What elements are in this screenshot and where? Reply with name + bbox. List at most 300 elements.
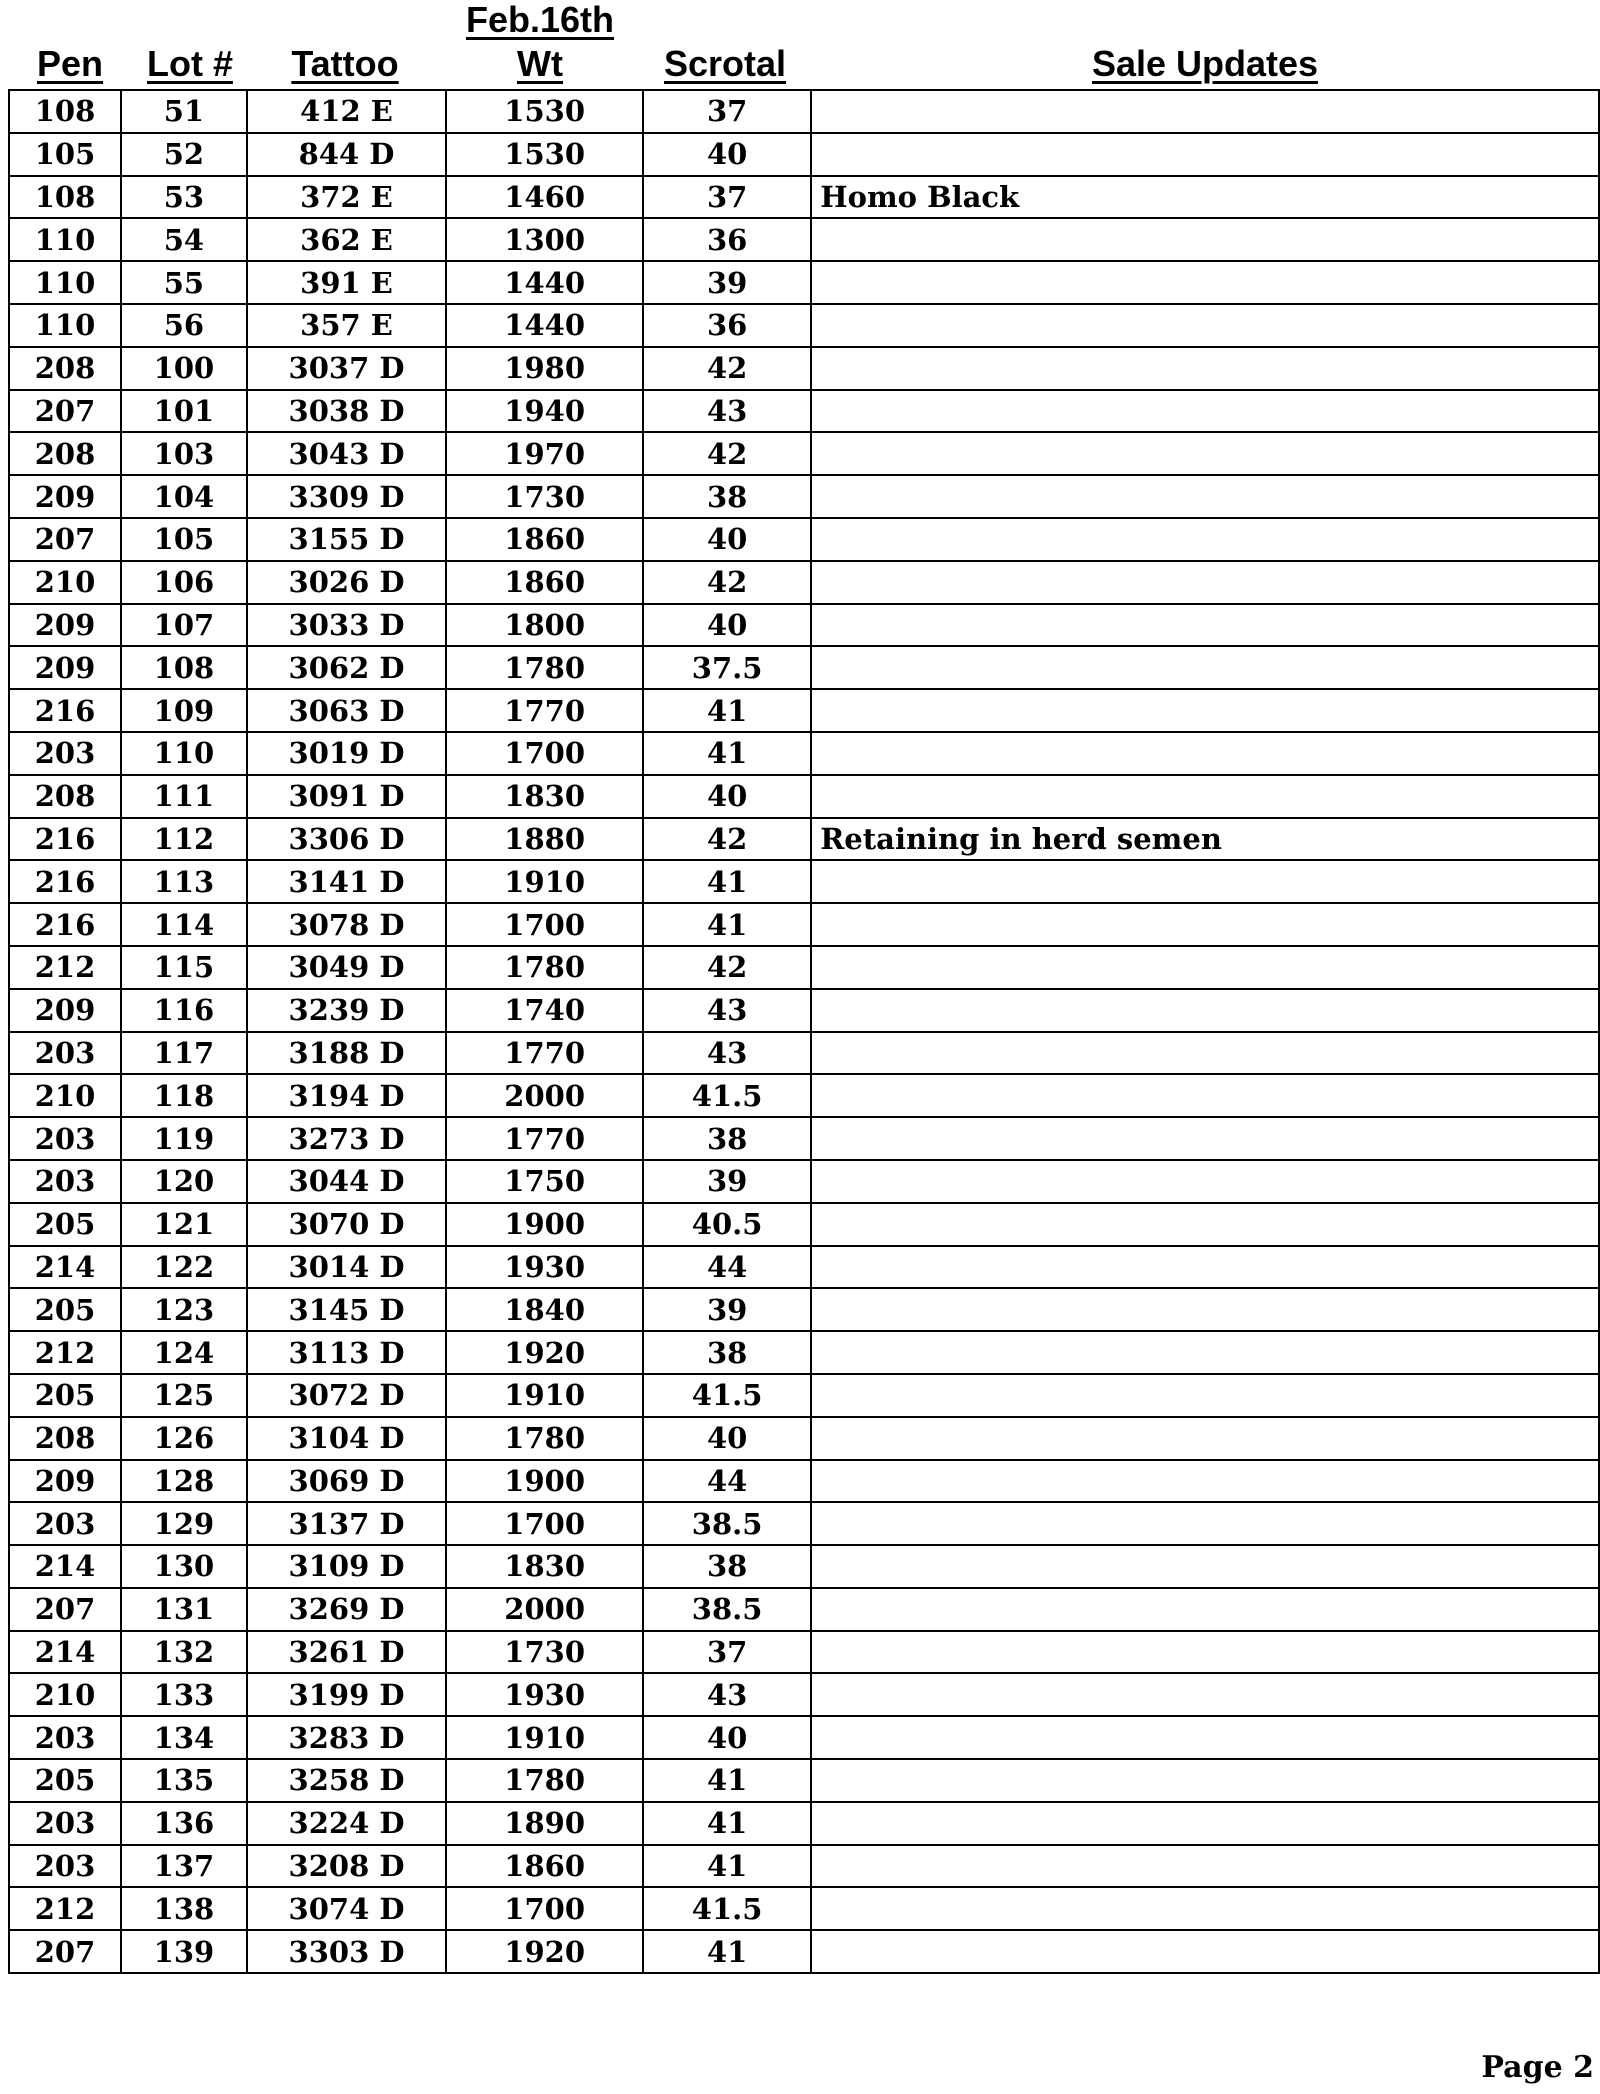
cell-scrotal: 41 [643,1802,811,1845]
cell-sale-update [811,518,1599,561]
cell-pen: 208 [9,432,121,475]
cell-tattoo: 372 E [247,176,446,219]
table-row [9,347,1599,390]
cell-sale-update [811,1160,1599,1203]
cell-tattoo: 3014 D [247,1246,446,1289]
table-row [9,1673,1599,1716]
cell-weight: 1970 [446,432,643,475]
cell-scrotal: 40 [643,604,811,647]
cell-lot: 137 [121,1845,247,1888]
cell-scrotal: 43 [643,1673,811,1716]
cell-lot: 124 [121,1331,247,1374]
cell-sale-update [811,561,1599,604]
cell-tattoo: 3224 D [247,1802,446,1845]
table-row [9,646,1599,689]
cell-lot: 134 [121,1716,247,1759]
table-row [9,1545,1599,1588]
cell-lot: 56 [121,304,247,347]
cell-pen: 108 [9,176,121,219]
cell-tattoo: 3261 D [247,1631,446,1674]
cell-tattoo: 3072 D [247,1374,446,1417]
cell-pen: 108 [9,90,121,133]
table-row [9,1203,1599,1246]
cell-sale-update [811,1588,1599,1631]
cell-weight: 1940 [446,390,643,433]
cell-lot: 120 [121,1160,247,1203]
cell-sale-update [811,218,1599,261]
cell-sale-update [811,1887,1599,1930]
cell-pen: 207 [9,1588,121,1631]
cell-tattoo: 3037 D [247,347,446,390]
cell-sale-update [811,390,1599,433]
cell-pen: 216 [9,818,121,861]
cell-pen: 205 [9,1288,121,1331]
cell-scrotal: 42 [643,946,811,989]
cell-weight: 1700 [446,1887,643,1930]
cell-pen: 209 [9,989,121,1032]
cell-sale-update [811,1759,1599,1802]
table-row [9,775,1599,818]
cell-scrotal: 37 [643,176,811,219]
cell-lot: 131 [121,1588,247,1631]
cell-scrotal: 40 [643,518,811,561]
cell-weight: 1780 [446,946,643,989]
cell-weight: 1700 [446,732,643,775]
cell-tattoo: 3155 D [247,518,446,561]
cell-scrotal: 41 [643,1759,811,1802]
cell-pen: 208 [9,1417,121,1460]
cell-lot: 107 [121,604,247,647]
cell-scrotal: 38 [643,1545,811,1588]
cell-sale-update [811,860,1599,903]
cell-tattoo: 3063 D [247,689,446,732]
cell-sale-update [811,1374,1599,1417]
cell-lot: 101 [121,390,247,433]
cell-scrotal: 41 [643,689,811,732]
cell-tattoo: 3109 D [247,1545,446,1588]
cell-sale-update: Retaining in herd semen [811,818,1599,861]
cell-sale-update [811,1288,1599,1331]
cell-tattoo: 3306 D [247,818,446,861]
cell-weight: 1910 [446,860,643,903]
header-sale-updates: Sale Updates [1091,43,1319,84]
cell-tattoo: 3044 D [247,1160,446,1203]
cell-pen: 208 [9,347,121,390]
cell-lot: 129 [121,1502,247,1545]
cell-lot: 55 [121,261,247,304]
cell-weight: 1860 [446,1845,643,1888]
cell-sale-update [811,1716,1599,1759]
cell-tattoo: 412 E [247,90,446,133]
cell-scrotal: 42 [643,561,811,604]
cell-tattoo: 3199 D [247,1673,446,1716]
cell-weight: 1880 [446,818,643,861]
cell-lot: 128 [121,1460,247,1503]
table-row [9,1288,1599,1331]
cell-scrotal: 36 [643,218,811,261]
cell-weight: 1440 [446,304,643,347]
cell-weight: 1530 [446,90,643,133]
cell-lot: 126 [121,1417,247,1460]
table-row [9,1460,1599,1503]
cell-tattoo: 3043 D [247,432,446,475]
cell-pen: 214 [9,1631,121,1674]
cell-tattoo: 357 E [247,304,446,347]
cell-lot: 103 [121,432,247,475]
cell-tattoo: 3033 D [247,604,446,647]
cell-weight: 1890 [446,1802,643,1845]
cell-weight: 1910 [446,1374,643,1417]
table-row [9,732,1599,775]
cell-scrotal: 41 [643,903,811,946]
cell-pen: 214 [9,1545,121,1588]
cell-weight: 1460 [446,176,643,219]
cell-pen: 203 [9,1117,121,1160]
cell-weight: 1780 [446,646,643,689]
cell-pen: 214 [9,1246,121,1289]
cell-weight: 1300 [446,218,643,261]
table-row [9,1588,1599,1631]
cell-weight: 1930 [446,1673,643,1716]
table-row [9,604,1599,647]
cell-pen: 205 [9,1203,121,1246]
cell-weight: 1830 [446,1545,643,1588]
cell-scrotal: 37 [643,90,811,133]
cell-scrotal: 38 [643,475,811,518]
cell-lot: 105 [121,518,247,561]
cell-lot: 138 [121,1887,247,1930]
table-row [9,1802,1599,1845]
cell-sale-update [811,946,1599,989]
cell-weight: 1920 [446,1331,643,1374]
cell-tattoo: 3019 D [247,732,446,775]
cell-tattoo: 3104 D [247,1417,446,1460]
cell-weight: 1840 [446,1288,643,1331]
cell-tattoo: 3188 D [247,1032,446,1075]
cell-weight: 1860 [446,561,643,604]
cell-lot: 54 [121,218,247,261]
cell-sale-update [811,689,1599,732]
cell-sale-update [811,1417,1599,1460]
header-scrotal: Scrotal [663,43,787,84]
cell-pen: 209 [9,646,121,689]
cell-pen: 205 [9,1759,121,1802]
cell-tattoo: 391 E [247,261,446,304]
table-row [9,903,1599,946]
cell-pen: 207 [9,518,121,561]
cell-tattoo: 3038 D [247,390,446,433]
cell-tattoo: 3303 D [247,1930,446,1973]
cell-tattoo: 3074 D [247,1887,446,1930]
cell-scrotal: 37.5 [643,646,811,689]
cell-scrotal: 41 [643,1930,811,1973]
cell-scrotal: 38 [643,1117,811,1160]
cell-tattoo: 3208 D [247,1845,446,1888]
cell-pen: 212 [9,1331,121,1374]
cell-scrotal: 44 [643,1246,811,1289]
table-row [9,860,1599,903]
cell-sale-update [811,1802,1599,1845]
table-row [9,432,1599,475]
cell-scrotal: 38.5 [643,1588,811,1631]
bull-sale-table [8,89,1600,1974]
table-row [9,1759,1599,1802]
cell-lot: 139 [121,1930,247,1973]
cell-pen: 203 [9,1502,121,1545]
cell-weight: 1860 [446,518,643,561]
cell-lot: 116 [121,989,247,1032]
cell-weight: 1780 [446,1417,643,1460]
cell-scrotal: 43 [643,989,811,1032]
table-row [9,261,1599,304]
table-row [9,176,1599,219]
cell-pen: 203 [9,1160,121,1203]
cell-weight: 1730 [446,475,643,518]
table-row [9,946,1599,989]
table-row [9,1074,1599,1117]
table-body [9,90,1599,1973]
table-row [9,218,1599,261]
cell-sale-update [811,1460,1599,1503]
cell-sale-update [811,1331,1599,1374]
cell-sale-update [811,604,1599,647]
cell-sale-update [811,90,1599,133]
cell-pen: 210 [9,1673,121,1716]
cell-weight: 2000 [446,1074,643,1117]
cell-scrotal: 42 [643,818,811,861]
cell-scrotal: 37 [643,1631,811,1674]
cell-scrotal: 38 [643,1331,811,1374]
table-row [9,561,1599,604]
cell-scrotal: 42 [643,347,811,390]
cell-weight: 1750 [446,1160,643,1203]
cell-lot: 100 [121,347,247,390]
cell-sale-update [811,1845,1599,1888]
cell-scrotal: 42 [643,432,811,475]
cell-pen: 203 [9,732,121,775]
cell-tattoo: 3026 D [247,561,446,604]
cell-tattoo: 3069 D [247,1460,446,1503]
cell-lot: 53 [121,176,247,219]
cell-pen: 209 [9,1460,121,1503]
cell-lot: 125 [121,1374,247,1417]
cell-scrotal: 40 [643,1417,811,1460]
cell-scrotal: 36 [643,304,811,347]
cell-lot: 113 [121,860,247,903]
page-number: Page 2 [1481,2050,1594,2085]
cell-sale-update [811,475,1599,518]
cell-sale-update [811,1203,1599,1246]
cell-pen: 203 [9,1032,121,1075]
cell-tattoo: 3062 D [247,646,446,689]
cell-weight: 1900 [446,1460,643,1503]
table-row [9,1374,1599,1417]
table-row [9,1930,1599,1973]
cell-tattoo: 3141 D [247,860,446,903]
cell-sale-update [811,1117,1599,1160]
cell-weight: 1440 [446,261,643,304]
cell-pen: 105 [9,133,121,176]
cell-tattoo: 3283 D [247,1716,446,1759]
cell-scrotal: 39 [643,261,811,304]
table-row [9,1246,1599,1289]
table-row [9,1631,1599,1674]
cell-pen: 110 [9,218,121,261]
cell-weight: 1770 [446,1117,643,1160]
table-row [9,1417,1599,1460]
cell-lot: 136 [121,1802,247,1845]
cell-sale-update [811,432,1599,475]
cell-scrotal: 43 [643,390,811,433]
cell-weight: 1740 [446,989,643,1032]
cell-scrotal: 39 [643,1288,811,1331]
cell-sale-update [811,1246,1599,1289]
cell-lot: 132 [121,1631,247,1674]
cell-pen: 110 [9,261,121,304]
cell-scrotal: 38.5 [643,1502,811,1545]
cell-weight: 1910 [446,1716,643,1759]
cell-tattoo: 3239 D [247,989,446,1032]
cell-lot: 104 [121,475,247,518]
cell-pen: 216 [9,860,121,903]
cell-sale-update [811,989,1599,1032]
table-row [9,90,1599,133]
cell-weight: 2000 [446,1588,643,1631]
table-row [9,518,1599,561]
cell-lot: 122 [121,1246,247,1289]
cell-tattoo: 3269 D [247,1588,446,1631]
cell-lot: 121 [121,1203,247,1246]
header-pen: Pen [36,43,104,84]
cell-tattoo: 3091 D [247,775,446,818]
cell-tattoo: 362 E [247,218,446,261]
cell-tattoo: 3258 D [247,1759,446,1802]
cell-sale-update [811,1074,1599,1117]
cell-pen: 210 [9,1074,121,1117]
cell-lot: 112 [121,818,247,861]
cell-scrotal: 40 [643,1716,811,1759]
cell-sale-update [811,304,1599,347]
cell-weight: 1900 [446,1203,643,1246]
cell-scrotal: 40.5 [643,1203,811,1246]
cell-tattoo: 3049 D [247,946,446,989]
table-row [9,1117,1599,1160]
cell-sale-update [811,1673,1599,1716]
cell-tattoo: 3194 D [247,1074,446,1117]
table-row [9,475,1599,518]
cell-pen: 205 [9,1374,121,1417]
cell-pen: 207 [9,390,121,433]
cell-weight: 1770 [446,689,643,732]
cell-sale-update [811,1545,1599,1588]
cell-scrotal: 40 [643,133,811,176]
cell-sale-update [811,261,1599,304]
cell-lot: 111 [121,775,247,818]
cell-pen: 110 [9,304,121,347]
cell-lot: 117 [121,1032,247,1075]
cell-pen: 208 [9,775,121,818]
cell-scrotal: 41.5 [643,1374,811,1417]
cell-lot: 51 [121,90,247,133]
cell-pen: 212 [9,1887,121,1930]
cell-sale-update [811,1930,1599,1973]
cell-sale-update [811,732,1599,775]
cell-weight: 1800 [446,604,643,647]
cell-lot: 108 [121,646,247,689]
table-row [9,689,1599,732]
cell-sale-update [811,1502,1599,1545]
cell-scrotal: 41.5 [643,1074,811,1117]
cell-scrotal: 40 [643,775,811,818]
cell-tattoo: 3070 D [247,1203,446,1246]
cell-weight: 1830 [446,775,643,818]
cell-weight: 1730 [446,1631,643,1674]
cell-lot: 106 [121,561,247,604]
cell-lot: 110 [121,732,247,775]
cell-pen: 210 [9,561,121,604]
cell-lot: 119 [121,1117,247,1160]
cell-scrotal: 39 [643,1160,811,1203]
table-row [9,1716,1599,1759]
table-row [9,989,1599,1032]
cell-lot: 133 [121,1673,247,1716]
cell-tattoo: 3137 D [247,1502,446,1545]
cell-tattoo: 844 D [247,133,446,176]
cell-pen: 207 [9,1930,121,1973]
cell-weight: 1770 [446,1032,643,1075]
header-weight-date: Feb.16th [465,0,615,40]
cell-sale-update [811,133,1599,176]
cell-lot: 52 [121,133,247,176]
header-tattoo: Tattoo [291,43,399,84]
cell-weight: 1700 [446,903,643,946]
table-row [9,1032,1599,1075]
cell-tattoo: 3113 D [247,1331,446,1374]
header-weight: Wt [517,43,563,84]
cell-tattoo: 3273 D [247,1117,446,1160]
cell-pen: 203 [9,1845,121,1888]
cell-scrotal: 44 [643,1460,811,1503]
cell-weight: 1700 [446,1502,643,1545]
cell-weight: 1920 [446,1930,643,1973]
cell-lot: 115 [121,946,247,989]
cell-scrotal: 41 [643,732,811,775]
table-row [9,1160,1599,1203]
cell-sale-update [811,1032,1599,1075]
cell-pen: 203 [9,1716,121,1759]
cell-pen: 209 [9,604,121,647]
cell-tattoo: 3078 D [247,903,446,946]
cell-weight: 1530 [446,133,643,176]
cell-weight: 1980 [446,347,643,390]
cell-lot: 109 [121,689,247,732]
cell-scrotal: 41.5 [643,1887,811,1930]
table-row [9,1502,1599,1545]
table-row [9,304,1599,347]
cell-scrotal: 43 [643,1032,811,1075]
cell-lot: 114 [121,903,247,946]
table-row [9,818,1599,861]
cell-lot: 135 [121,1759,247,1802]
cell-pen: 203 [9,1802,121,1845]
cell-tattoo: 3309 D [247,475,446,518]
cell-sale-update [811,775,1599,818]
table-row [9,133,1599,176]
cell-weight: 1930 [446,1246,643,1289]
cell-sale-update: Homo Black [811,176,1599,219]
cell-sale-update [811,347,1599,390]
table-row [9,1331,1599,1374]
